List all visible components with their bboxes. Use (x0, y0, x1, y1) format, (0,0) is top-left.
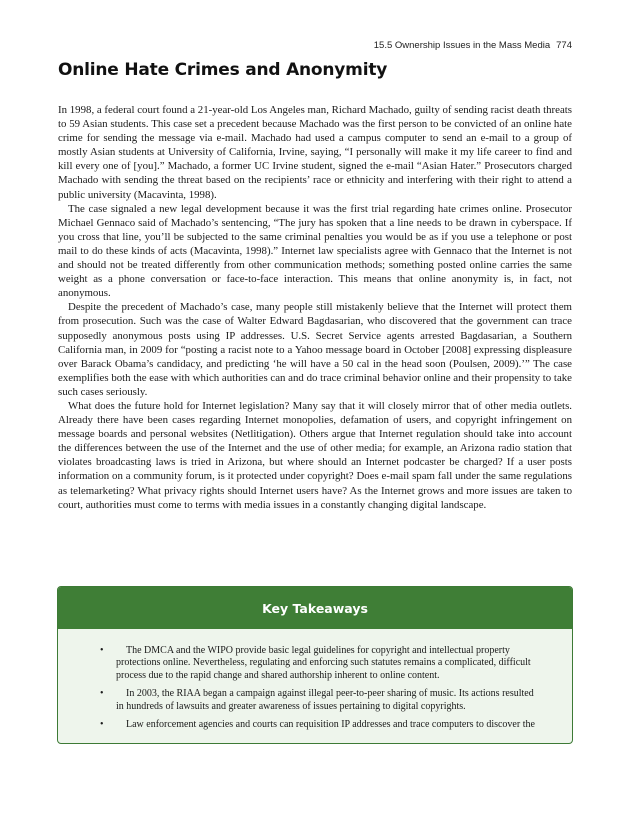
paragraph-2: The case signaled a new legal development because it was the first trial regarding hate crimes online. Prosecutor Michael Gennaco said of Machado’s sentencing, “The jury has spoken that a line needs to be drawn in cyberspace. If you cross that line, you’ll be subjected to the same criminal penalties you would be as if you use a telephone or post mail to do these kinds of acts (Macavinta, 1998).” Internet law specialists agree with Gennaco that the Internet is not and should not be treated differently from other communication methods; something posted online carries the same weight as a phone conversation or face-to-face interaction. This means that online anonymity is, in fact, not anonymous. (58, 202, 572, 300)
bullet-icon: • (100, 645, 104, 656)
takeaway-item (100, 719, 542, 731)
page-number: 774 (556, 40, 572, 51)
takeaways-list (58, 629, 572, 731)
takeaway-text: In 2003, the RIAA began a campaign against illegal peer-to-peer sharing of music. Its actions resulted in hundreds of lawsuits and greater awareness of issues pertaining to digital copyrights. (116, 688, 534, 712)
section-title: 15.5 Ownership Issues in the Mass Media (373, 40, 551, 51)
running-header (374, 40, 572, 51)
paragraph-3: Despite the precedent of Machado’s case, many people still mistakenly believe that the Internet will protect them from prosecution. Such was the case of Walter Edward Bagdasarian, who discovered that the government can trace supposedly anonymous posts using IP addresses. U.S. Secret Service agents arrested Bagdasarian, a Southern California man, in 2009 for “posting a racist note to a Yahoo message board in October [2008] expressing displeasure over Barack Obama’s candidacy, and predicting ‘he will have a 50 cal in the head soon (Poulsen, 2009).’” The case exemplifies both the ease with which authorities can and do trace criminal behavior online and their propensity to take such cases seriously. (58, 301, 572, 398)
bullet-icon: • (100, 688, 104, 700)
takeaway-text: Law enforcement agencies and courts can requisition IP addresses and trace computers to discover the (126, 719, 535, 731)
takeaway-text: The DMCA and the WIPO provide basic legal guidelines for copyright and intellectual property protections online. Nevertheless, regulating and enforcing such statutes remains a complicated, difficult process due to the rapid change and shared authorship inherent to online content. (116, 645, 531, 681)
takeaway-item (100, 688, 542, 713)
key-takeaways-heading: Key Takeaways (58, 587, 572, 629)
article-body (58, 103, 572, 512)
key-takeaways-box (57, 586, 573, 744)
page-title: Online Hate Crimes and Anonymity (58, 60, 388, 80)
paragraph-4: What does the future hold for Internet legislation? Many say that it will closely mirror that of other media outlets. Already there have been cases regarding Internet monopolies, defamation of users, and copyright infringement on message boards and personal websites (Netlitigation). Others argue that Internet regulation should take into account the differences between the use of the Internet and the use of other media; for example, an Arizona radio station that violates broadcasting laws is tried in Arizona, but where should an Internet podcaster be charged? If a user posts information on a community forum, is it protected under copyright? Does e-mail spam fall under the same regulations as telemarketing? What privacy rights should Internet users have? As the Internet grows and more issues are taken to court, authorities must come to terms with media issues in a constantly changing digital landscape. (58, 399, 572, 511)
bullet-icon: • (100, 719, 104, 731)
paragraph-1: In 1998, a federal court found a 21-year-old Los Angeles man, Richard Machado, guilty of sending racist death threats to 59 Asian students. This case set a precedent because Machado was the first person to be convicted of an online hate crime for sending the message via e-mail. Machado had used a campus computer to send an e-mail to a group of mostly Asian students at University of California, Irvine, saying, “I personally will make it my life career to find and kill every one of [you].” Machado, a former UC Irvine student, signed the e-mail “Asian Hater.” Prosecutors charged Machado with sending the threat based on the recipients’ race or ethnicity and interfering with their right to attend a public university (Macavinta, 1998). (58, 104, 572, 201)
takeaway-item (100, 645, 542, 682)
